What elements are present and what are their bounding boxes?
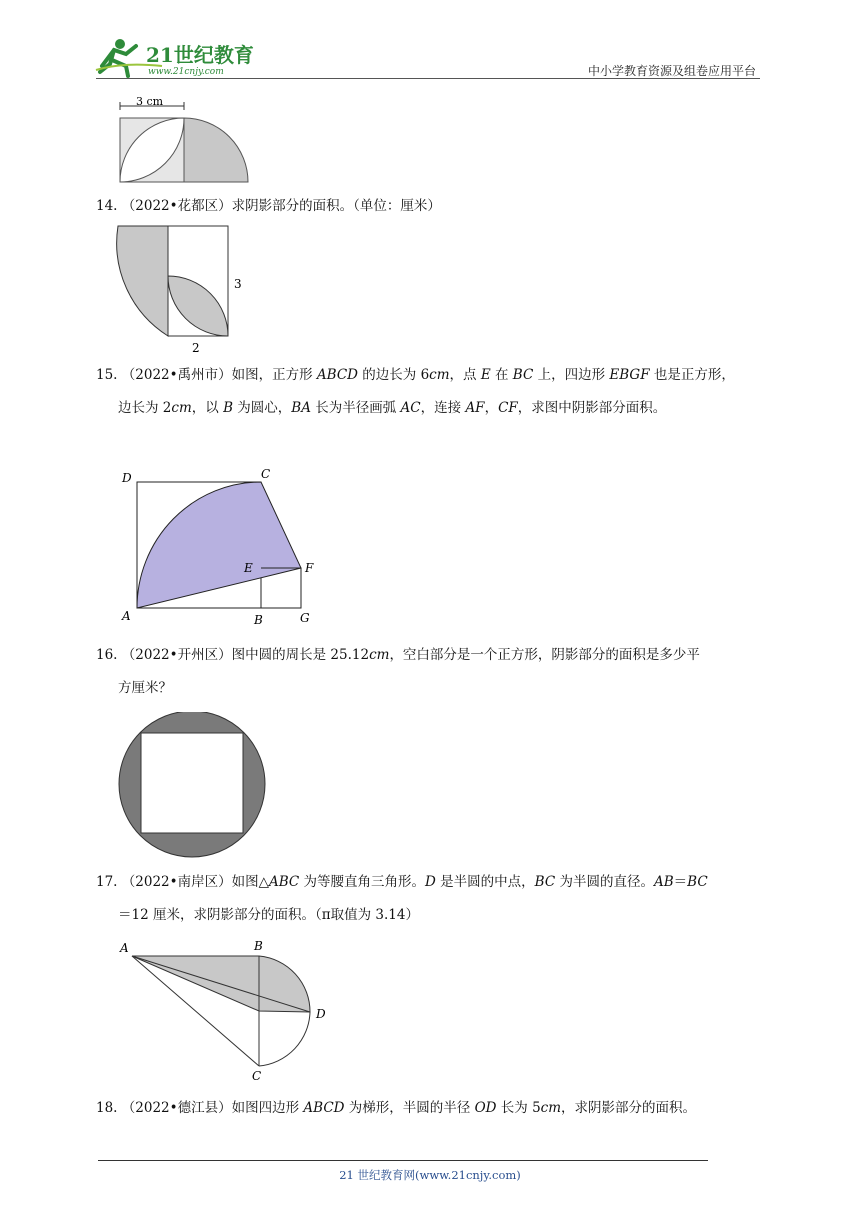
svg-text:D: D: [122, 471, 132, 485]
svg-text:C: C: [252, 1069, 262, 1083]
svg-text:D: D: [316, 1007, 326, 1021]
fig13-dim-label: 3 cm: [136, 95, 164, 108]
figure-13: [112, 92, 257, 192]
header-platform-text: 中小学教育资源及组卷应用平台: [587, 64, 756, 78]
fig14-label-2: 2: [192, 341, 200, 355]
svg-text:F: F: [305, 561, 314, 575]
header-divider: [96, 78, 760, 79]
figure-17: [116, 936, 336, 1088]
question-17-line2: ＝12 厘米，求阴影部分的面积。（π取值为 3.14）: [118, 907, 419, 923]
question-15-line1: 15. （2022•禹州市）如图，正方形 ABCD 的边长为 6cm，点 E 在 BC 上，四边形 EBGF 也是正方形，: [96, 367, 735, 383]
footer-divider: [98, 1160, 708, 1161]
question-17-line1: 17. （2022•南岸区）如图△ABC 为等腰直角三角形。D 是半圆的中点，BC 为半圆的直径。AB＝BC: [96, 874, 708, 890]
figure-15: [116, 462, 326, 631]
svg-text:B: B: [254, 939, 263, 953]
logo-url: www.21cnjy.com: [148, 67, 224, 77]
svg-text:A: A: [122, 609, 131, 623]
svg-text:G: G: [300, 611, 310, 625]
svg-text:E: E: [244, 561, 253, 575]
fig14-label-3: 3: [234, 277, 242, 291]
question-16-line2: 方厘米？: [118, 680, 172, 696]
question-18-text: 18. （2022•德江县）如图四边形 ABCD 为梯形，半圆的半径 OD 长为 5cm，求阴影部分的面积。: [96, 1100, 697, 1116]
footer-text: 21 世纪教育网(www.21cnjy.com): [339, 1168, 521, 1182]
question-15-line2: 边长为 2cm，以 B 为圆心，BA 长为半径画弧 AC，连接 AF，CF，求图中阴影部分面积。: [118, 400, 667, 416]
question-16-line1: 16. （2022•开州区）图中圆的周长是 25.12cm，空白部分是一个正方形，阴影部分的面积是多少平: [96, 647, 700, 663]
svg-text:A: A: [120, 941, 129, 955]
svg-text:C: C: [261, 467, 271, 481]
logo-text: 21世纪教育: [146, 43, 254, 67]
svg-text:B: B: [254, 613, 263, 627]
question-14-text: 14. （2022•花都区）求阴影部分的面积。（单位：厘米）: [96, 198, 441, 214]
site-logo: [92, 36, 262, 80]
figure-16: [116, 712, 270, 864]
figure-14: [112, 222, 252, 360]
